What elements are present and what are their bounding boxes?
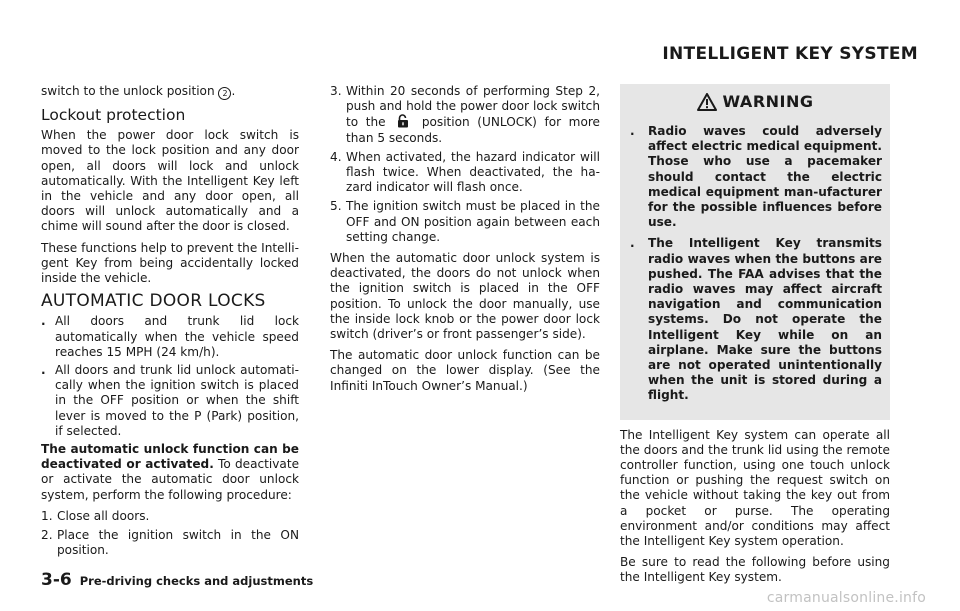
column-left (41, 84, 299, 564)
warning-title: WARNING (722, 92, 814, 112)
step-text-b: position (UNLOCK) for more than 5 seconds. (346, 115, 600, 145)
lockout-heading: Lockout protection (41, 106, 186, 124)
bullet-marker: . (630, 124, 635, 138)
bold-lead: The automatic unlock function can be deactivated or activated. (41, 442, 299, 472)
procedure-steps-start (41, 509, 299, 559)
procedure-steps-continued (330, 84, 600, 245)
bullet-text: All doors and trunk lid lock automatically when the vehicle speed reaches 15 MPH (24 km/h). (55, 314, 299, 359)
automatic-door-locks-heading: AUTOMATIC DOOR LOCKS (41, 291, 266, 312)
step-item (330, 84, 600, 146)
step-text: When activated, the hazard indicator will flash twice. When deactivated, the ha-zard indicator will flash once. (346, 149, 600, 195)
step-number: 5. (330, 199, 342, 214)
step-number: 3. (330, 84, 342, 98)
list-item (41, 314, 299, 360)
warning-triangle-icon (697, 93, 717, 111)
step-text-a: Within 20 seconds of performing Step 2, push and hold the power door lock switch to the (346, 84, 600, 130)
step-number: 1. (41, 508, 53, 523)
step-item (330, 199, 600, 245)
lockout-paragraph-1: When the power door lock switch is moved to the lock position and any door open, all doors will lock and unlock automatically. With the Intelligent Key left in the vehicle and any door open, all doors will unlock automatically and a chime will sound after the door is closed. (41, 128, 299, 234)
warning-text: Radio waves could adversely affect electric medical equipment. Those who use a pacemaker should contact the electric medical equipment man-ufacturer for the possible influences before use. (648, 124, 882, 230)
intro-paragraph (41, 84, 299, 100)
step-text: Close all doors. (57, 508, 150, 523)
list-item (628, 236, 882, 403)
watermark: carmanualsonline.info (766, 590, 926, 606)
unlock-function-paragraph (41, 442, 299, 503)
deactivated-paragraph: When the automatic door unlock system is deactivated, the doors do not unlock when the ignition switch is placed in the OFF position. To unlock the door manually, use the inside lock knob or the power door lock switch (driver’s or front passenger’s side). (330, 251, 600, 342)
step-item (41, 509, 299, 524)
step-item (330, 150, 600, 196)
column-middle (330, 84, 600, 400)
warning-header (620, 84, 890, 120)
lockout-paragraph-2: These functions help to prevent the Intelli-gent Key from being accidentally locked inside the vehicle. (41, 240, 299, 286)
step-text: Place the ignition switch in the ON position. (57, 528, 299, 558)
step-number: 2. (41, 528, 53, 543)
warning-box (620, 84, 890, 420)
bullet-marker: . (630, 236, 635, 251)
bullet-marker: . (41, 363, 46, 378)
warning-list (620, 120, 890, 420)
list-item (41, 363, 299, 439)
step-number: 4. (330, 149, 342, 164)
warning-text: The Intelligent Key transmits radio waves when the buttons are pushed. The FAA advises that the radio waves may affect aircraft navigation and communication systems. Do not operate the Intelligent Key while on an airplane. Make sure the buttons are not operated unintentionally when the unit is stored during a flight. (648, 236, 882, 403)
after-bold-text: To deactivate or activate the automatic door unlock system, perform the following procedure: (41, 457, 300, 502)
page-footer (41, 570, 313, 590)
bullet-marker: . (41, 314, 46, 329)
column-right (620, 84, 890, 592)
read-before-paragraph: Be sure to read the following before using the Intelligent Key system. (620, 555, 890, 585)
intelligent-key-paragraph: The Intelligent Key system can operate all the doors and the trunk lid using the remote controller function, using one touch unlock function or pushing the request switch on the vehicle without taking the key out from a pocket or purse. The operating environment and/or conditions may affect the Intelligent Key system operation. (620, 427, 890, 549)
intro-text: switch to the unlock position (41, 84, 215, 98)
intro-end: . (231, 84, 236, 98)
step-item (41, 528, 299, 558)
chapter-title: Pre-driving checks and adjustments (79, 574, 314, 588)
lower-display-paragraph: The automatic door unlock function can be changed on the lower display. (See the Infiniti InTouch Owner’s Manual.) (330, 348, 600, 393)
page-number: 3-6 (41, 570, 72, 590)
section-title: INTELLIGENT KEY SYSTEM (662, 44, 918, 64)
circled-number-2: 2 (218, 87, 231, 100)
auto-lock-bullets (41, 314, 299, 439)
bullet-text: All doors and trunk lid unlock automati-cally when the ignition switch is placed in the OFF position or when the shift lever is moved to the P (Park) position, if selected. (55, 363, 299, 438)
list-item (628, 124, 882, 230)
unlock-icon (396, 114, 411, 128)
step-text: The ignition switch must be placed in the OFF and ON position again between each setting change. (346, 199, 600, 244)
